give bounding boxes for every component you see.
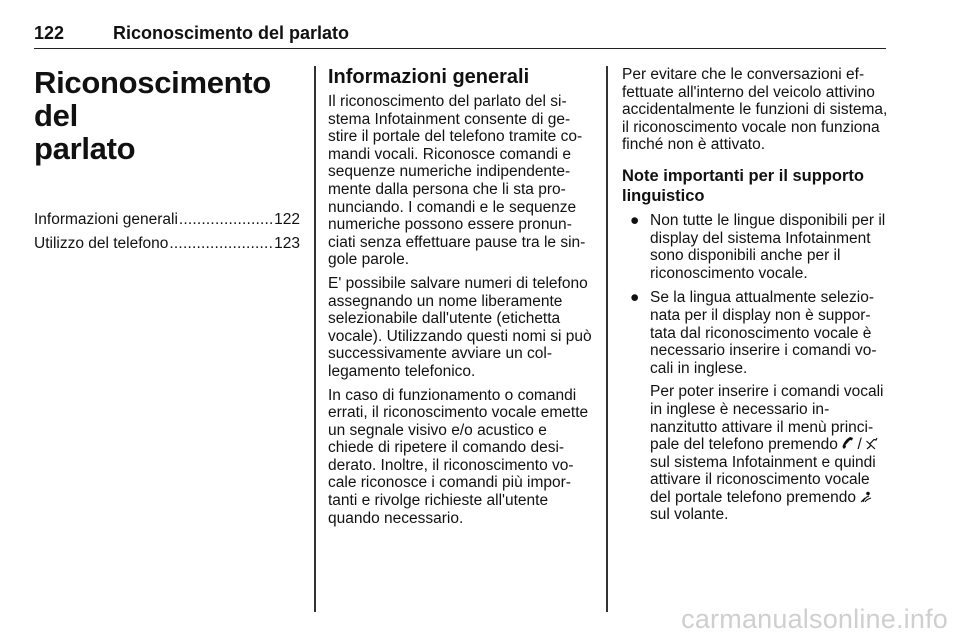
toc-leader [169, 235, 273, 253]
voice-icon [860, 489, 872, 507]
toc-entry[interactable] [34, 235, 300, 259]
icon-separator: / [853, 436, 867, 454]
phone-alt-icon [866, 436, 879, 454]
chapter-title-line1: Riconoscimento del [34, 65, 271, 133]
followup-part1: Per poter inserire i comandi vocali in inglese è necessario innanzitutto attivare il menù principale del telefono premendo [650, 383, 884, 454]
page-header [34, 22, 886, 49]
paragraph: In caso di funzionamento o comandi errati, il riconoscimento vocale emette un segnale visivo e/o acustico e chiede di ripetere il comando desiderato. Inoltre, il riconoscimento vocale riconosce i comandi più importanti e rivolge richieste all'utente quando necessario. [328, 386, 589, 527]
paragraph: Per evitare che le conversazioni effettuate all'interno del veicolo attivino accidentalmente le funzioni di sistema, il riconoscimento vocale non funziona finché non è attivato. [622, 66, 888, 154]
followup-part3: sul volante. [650, 506, 729, 524]
page-number: 122 [34, 23, 65, 43]
toc-entry-label: Utilizzo del telefono [34, 235, 169, 252]
bullet-text: Se la lingua attualmente selezionata per il display non è supportata dal riconoscimento vocale è necessario inserire i comandi vocali in inglese. [650, 289, 877, 377]
followup-part2: sul sistema Infotainment e quindi attivare il riconoscimento vocale del portale telefono premendo [650, 453, 876, 506]
chapter-title [34, 66, 300, 165]
column-divider [606, 66, 608, 612]
bullet-item [622, 289, 888, 524]
bullet-icon: ● [630, 211, 640, 229]
bullet-text: Non tutte le lingue disponibili per il display del sistema Infotainment sono disponibili anche per il riconoscimento vocale. [650, 211, 886, 282]
phone-icon [842, 436, 853, 454]
running-title: Riconoscimento del parlato [113, 23, 350, 43]
toc-entry-page: 122 [274, 211, 300, 228]
toc [34, 211, 300, 259]
toc-entry[interactable] [34, 211, 300, 235]
watermark-text: carmanualsonline.info [681, 604, 948, 634]
section-title: Informazioni generali [328, 66, 530, 88]
chapter-title-line2: parlato [34, 131, 136, 166]
section-column [328, 66, 592, 533]
notes-column [622, 66, 888, 531]
notes-title: Note importanti per il supporto linguistico [622, 166, 864, 205]
toc-entry-page: 123 [274, 235, 300, 252]
toc-entry-label: Informazioni generali [34, 211, 178, 228]
toc-leader [179, 211, 273, 229]
bullet-item [622, 212, 888, 282]
chapter-column [34, 66, 300, 259]
bullet-icon: ● [630, 289, 640, 307]
paragraph: Il riconoscimento del parlato del sistema Infotainment consente di gestire il portale del telefono tramite comandi vocali. Riconosce comandi e sequenze numeriche indipendentemente dalla persona che li sta pronunciando. I comandi e le sequenze numeriche possono essere pronunciati senza effettuare pause tra le singole parole. [328, 93, 586, 269]
paragraph: E' possibile salvare numeri di telefono assegnando un nome liberamente selezionabile dall'utente (etichetta vocale). Utilizzando questi nomi si può successivamente avviare un collegamento telefonico. [328, 274, 592, 380]
column-divider [314, 66, 316, 612]
bullet-followup [650, 383, 888, 524]
